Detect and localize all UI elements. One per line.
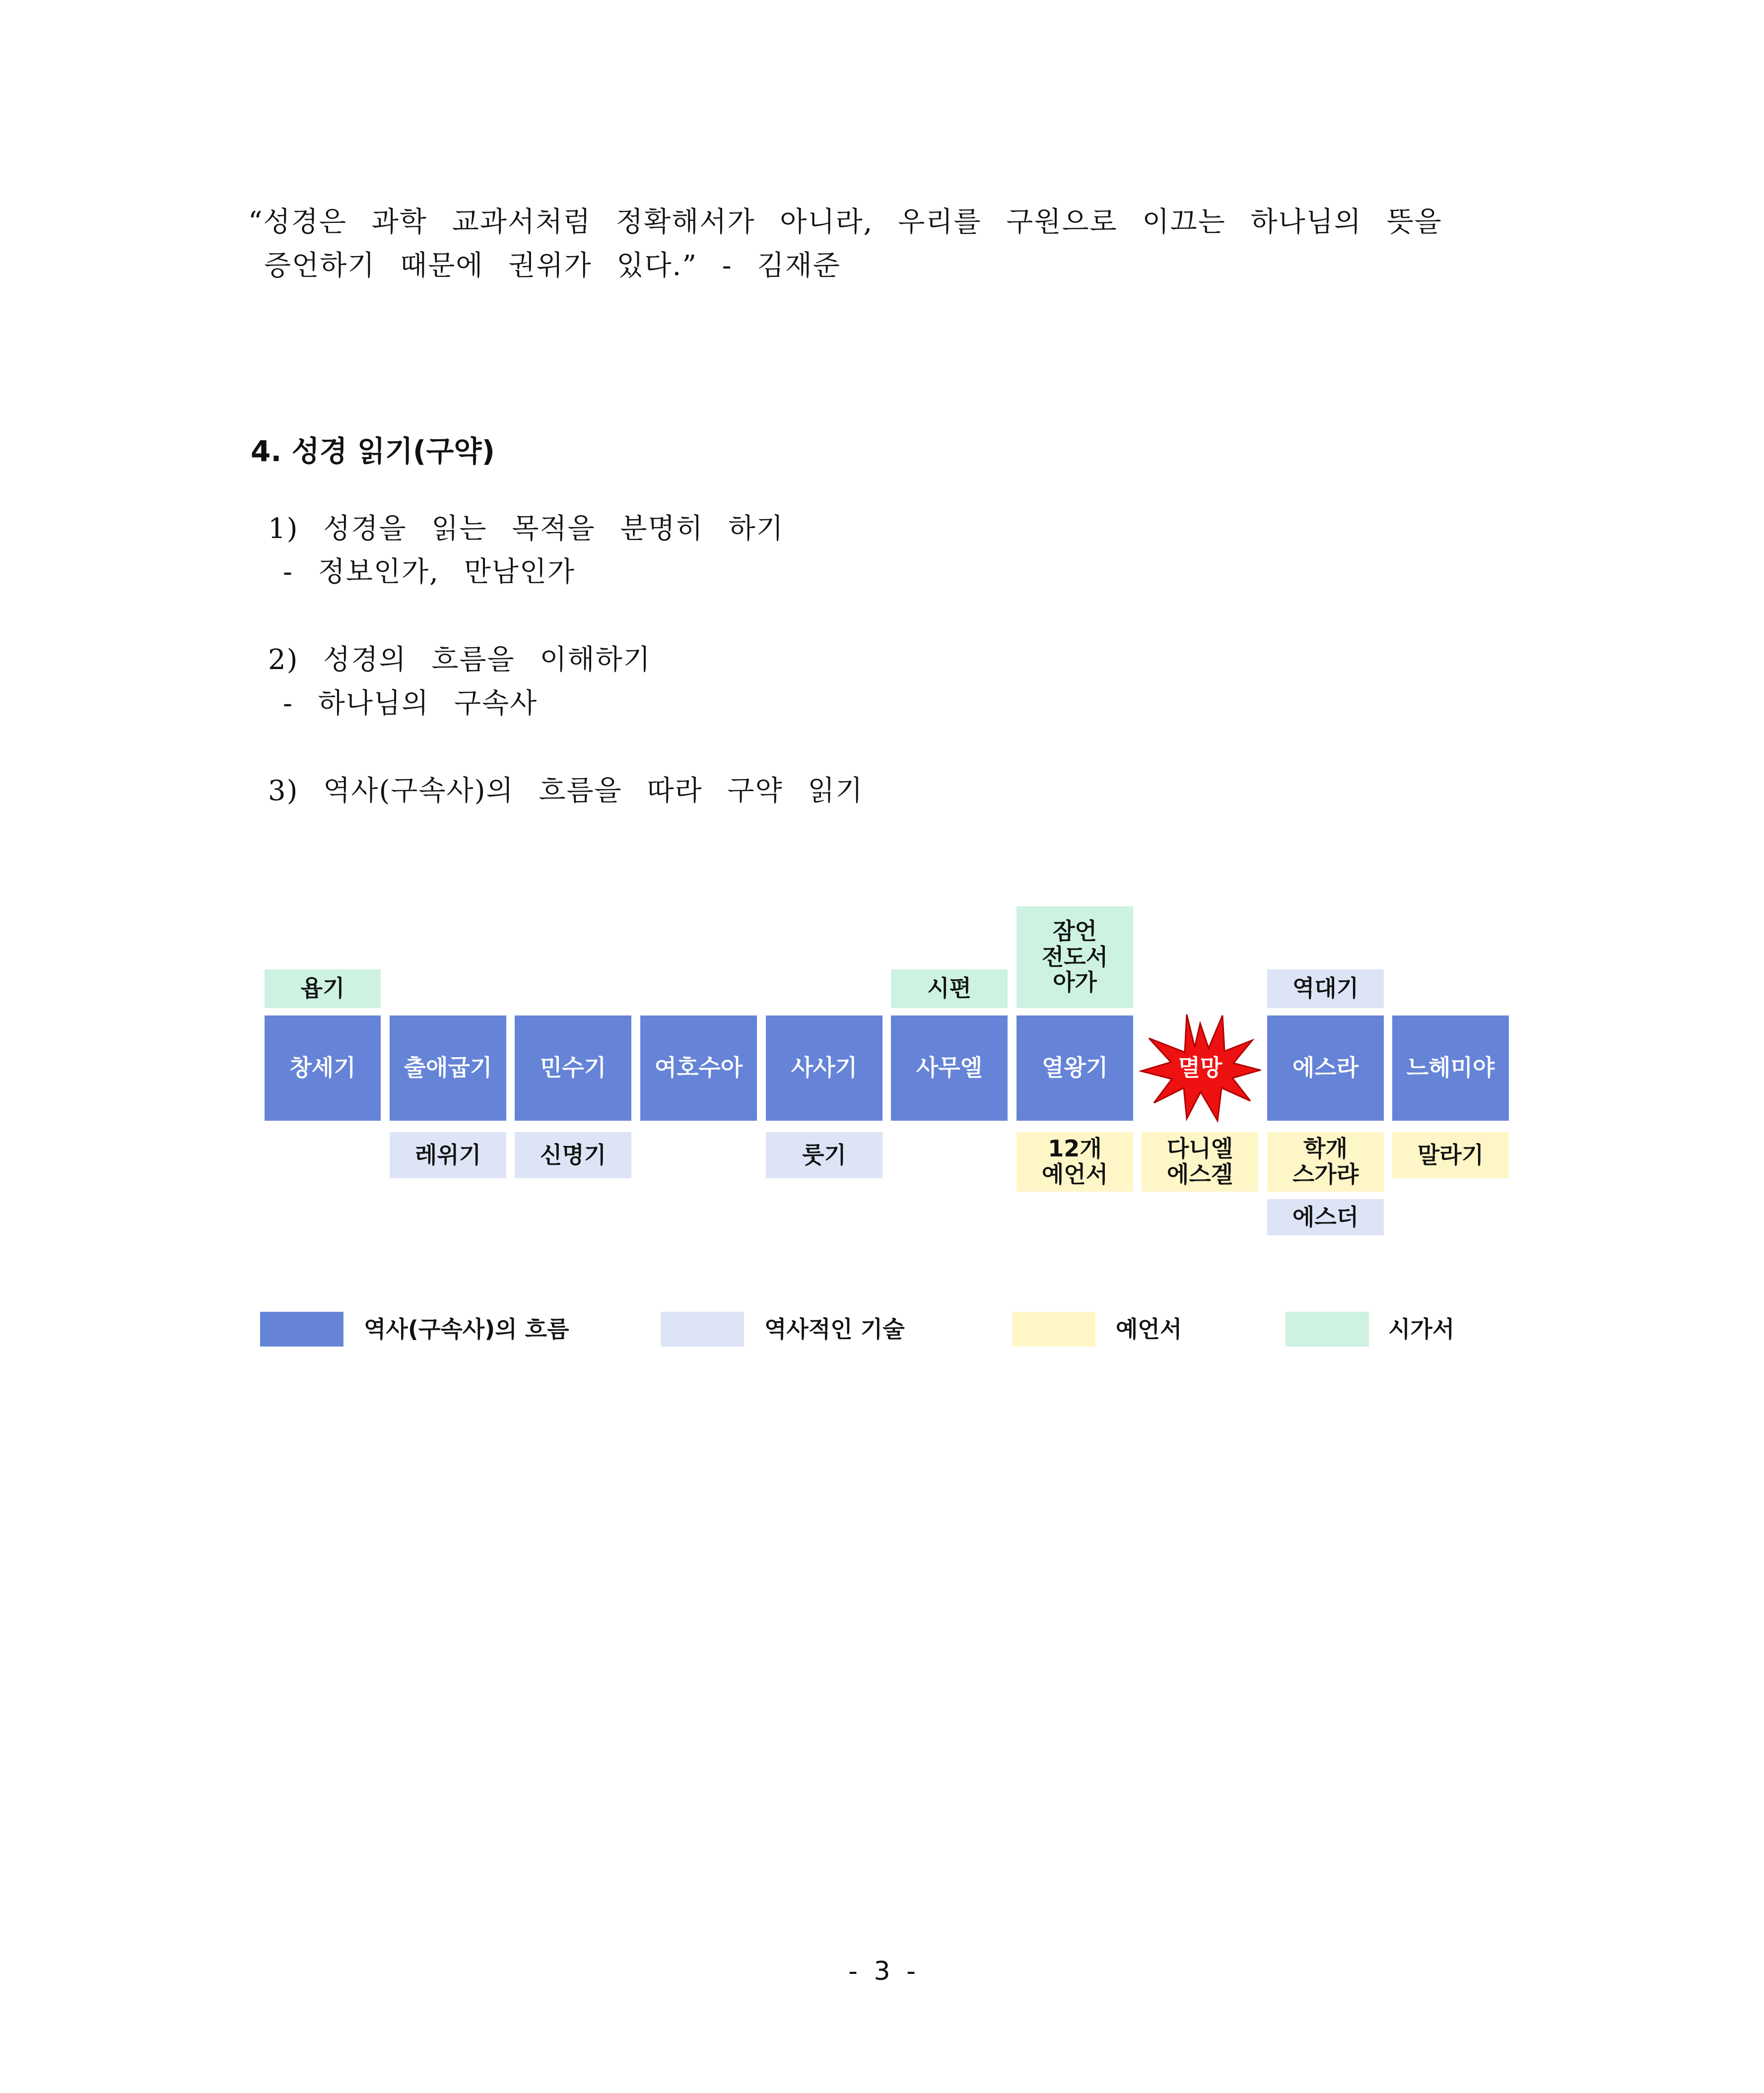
list-item-2-sub: - 하나님의 구속사: [283, 687, 538, 720]
flow-box-numbers: 민수기: [515, 1015, 631, 1121]
history-desc-box-leviticus: 레위기: [390, 1132, 506, 1178]
history-desc-box-chronicles: 역대기: [1267, 969, 1384, 1008]
flow-box-exodus: 출애굽기: [390, 1015, 506, 1121]
legend-label-historical-writing: 역사적인 기술: [764, 1316, 905, 1343]
section-heading: 4. 성경 읽기(구약): [251, 434, 495, 468]
poetry-box-job: 욥기: [265, 969, 381, 1008]
legend-swatch-historical-writing: [661, 1312, 744, 1347]
flow-box-samuel: 사무엘: [891, 1015, 1008, 1121]
list-item-1-sub: - 정보인가, 만남인가: [283, 556, 576, 588]
prophecy-box-daniel-ezekiel: 다니엘 에스겔: [1142, 1132, 1258, 1192]
legend-label-poetry: 시가서: [1388, 1316, 1455, 1343]
poetry-box-wisdom: 잠언 전도서 아가: [1017, 906, 1133, 1008]
page-number: - 3 -: [848, 1957, 916, 1986]
flow-box-kings: 열왕기: [1017, 1015, 1133, 1121]
legend-swatch-prophecy: [1012, 1312, 1095, 1347]
history-desc-box-ruth: 룻기: [766, 1132, 882, 1178]
flow-box-judges: 사사기: [766, 1015, 882, 1121]
flow-box-joshua: 여호수아: [640, 1015, 757, 1121]
flow-box-genesis: 창세기: [265, 1015, 381, 1121]
flow-box-nehemiah: 느헤미야: [1392, 1015, 1509, 1121]
history-desc-box-deuteronomy: 신명기: [515, 1132, 631, 1178]
list-item-1: 1) 성경을 읽는 목적을 분명히 하기: [268, 513, 784, 545]
poetry-box-psalms: 시편: [891, 969, 1008, 1008]
prophecy-box-haggai-zechariah: 학개 스가랴: [1267, 1132, 1384, 1192]
history-desc-box-esther: 에스더: [1267, 1199, 1384, 1235]
list-item-2: 2) 성경의 흐름을 이해하기: [268, 644, 651, 676]
list-item-3: 3) 역사(구속사)의 흐름을 따라 구약 읽기: [268, 775, 864, 807]
legend-swatch-poetry: [1286, 1312, 1369, 1347]
quote-line-1: “성경은 과학 교과서처럼 정확해서가 아니라, 우리를 구원으로 이끄는 하나님의 뜻을: [248, 206, 1442, 238]
legend-swatch-history: [260, 1312, 343, 1347]
prophecy-box-malachi: 말라기: [1392, 1132, 1509, 1178]
exile-burst: [1139, 1013, 1261, 1124]
legend-label-prophecy: 예언서: [1116, 1316, 1182, 1343]
prophecy-box-twelve: 12개 예언서: [1017, 1132, 1133, 1192]
legend-label-history: 역사(구속사)의 흐름: [364, 1316, 569, 1343]
quote-line-2: 증언하기 때문에 권위가 있다.” - 김재준: [264, 250, 841, 282]
exile-label: 멸망: [1178, 1054, 1222, 1081]
flow-box-ezra: 에스라: [1267, 1015, 1384, 1121]
